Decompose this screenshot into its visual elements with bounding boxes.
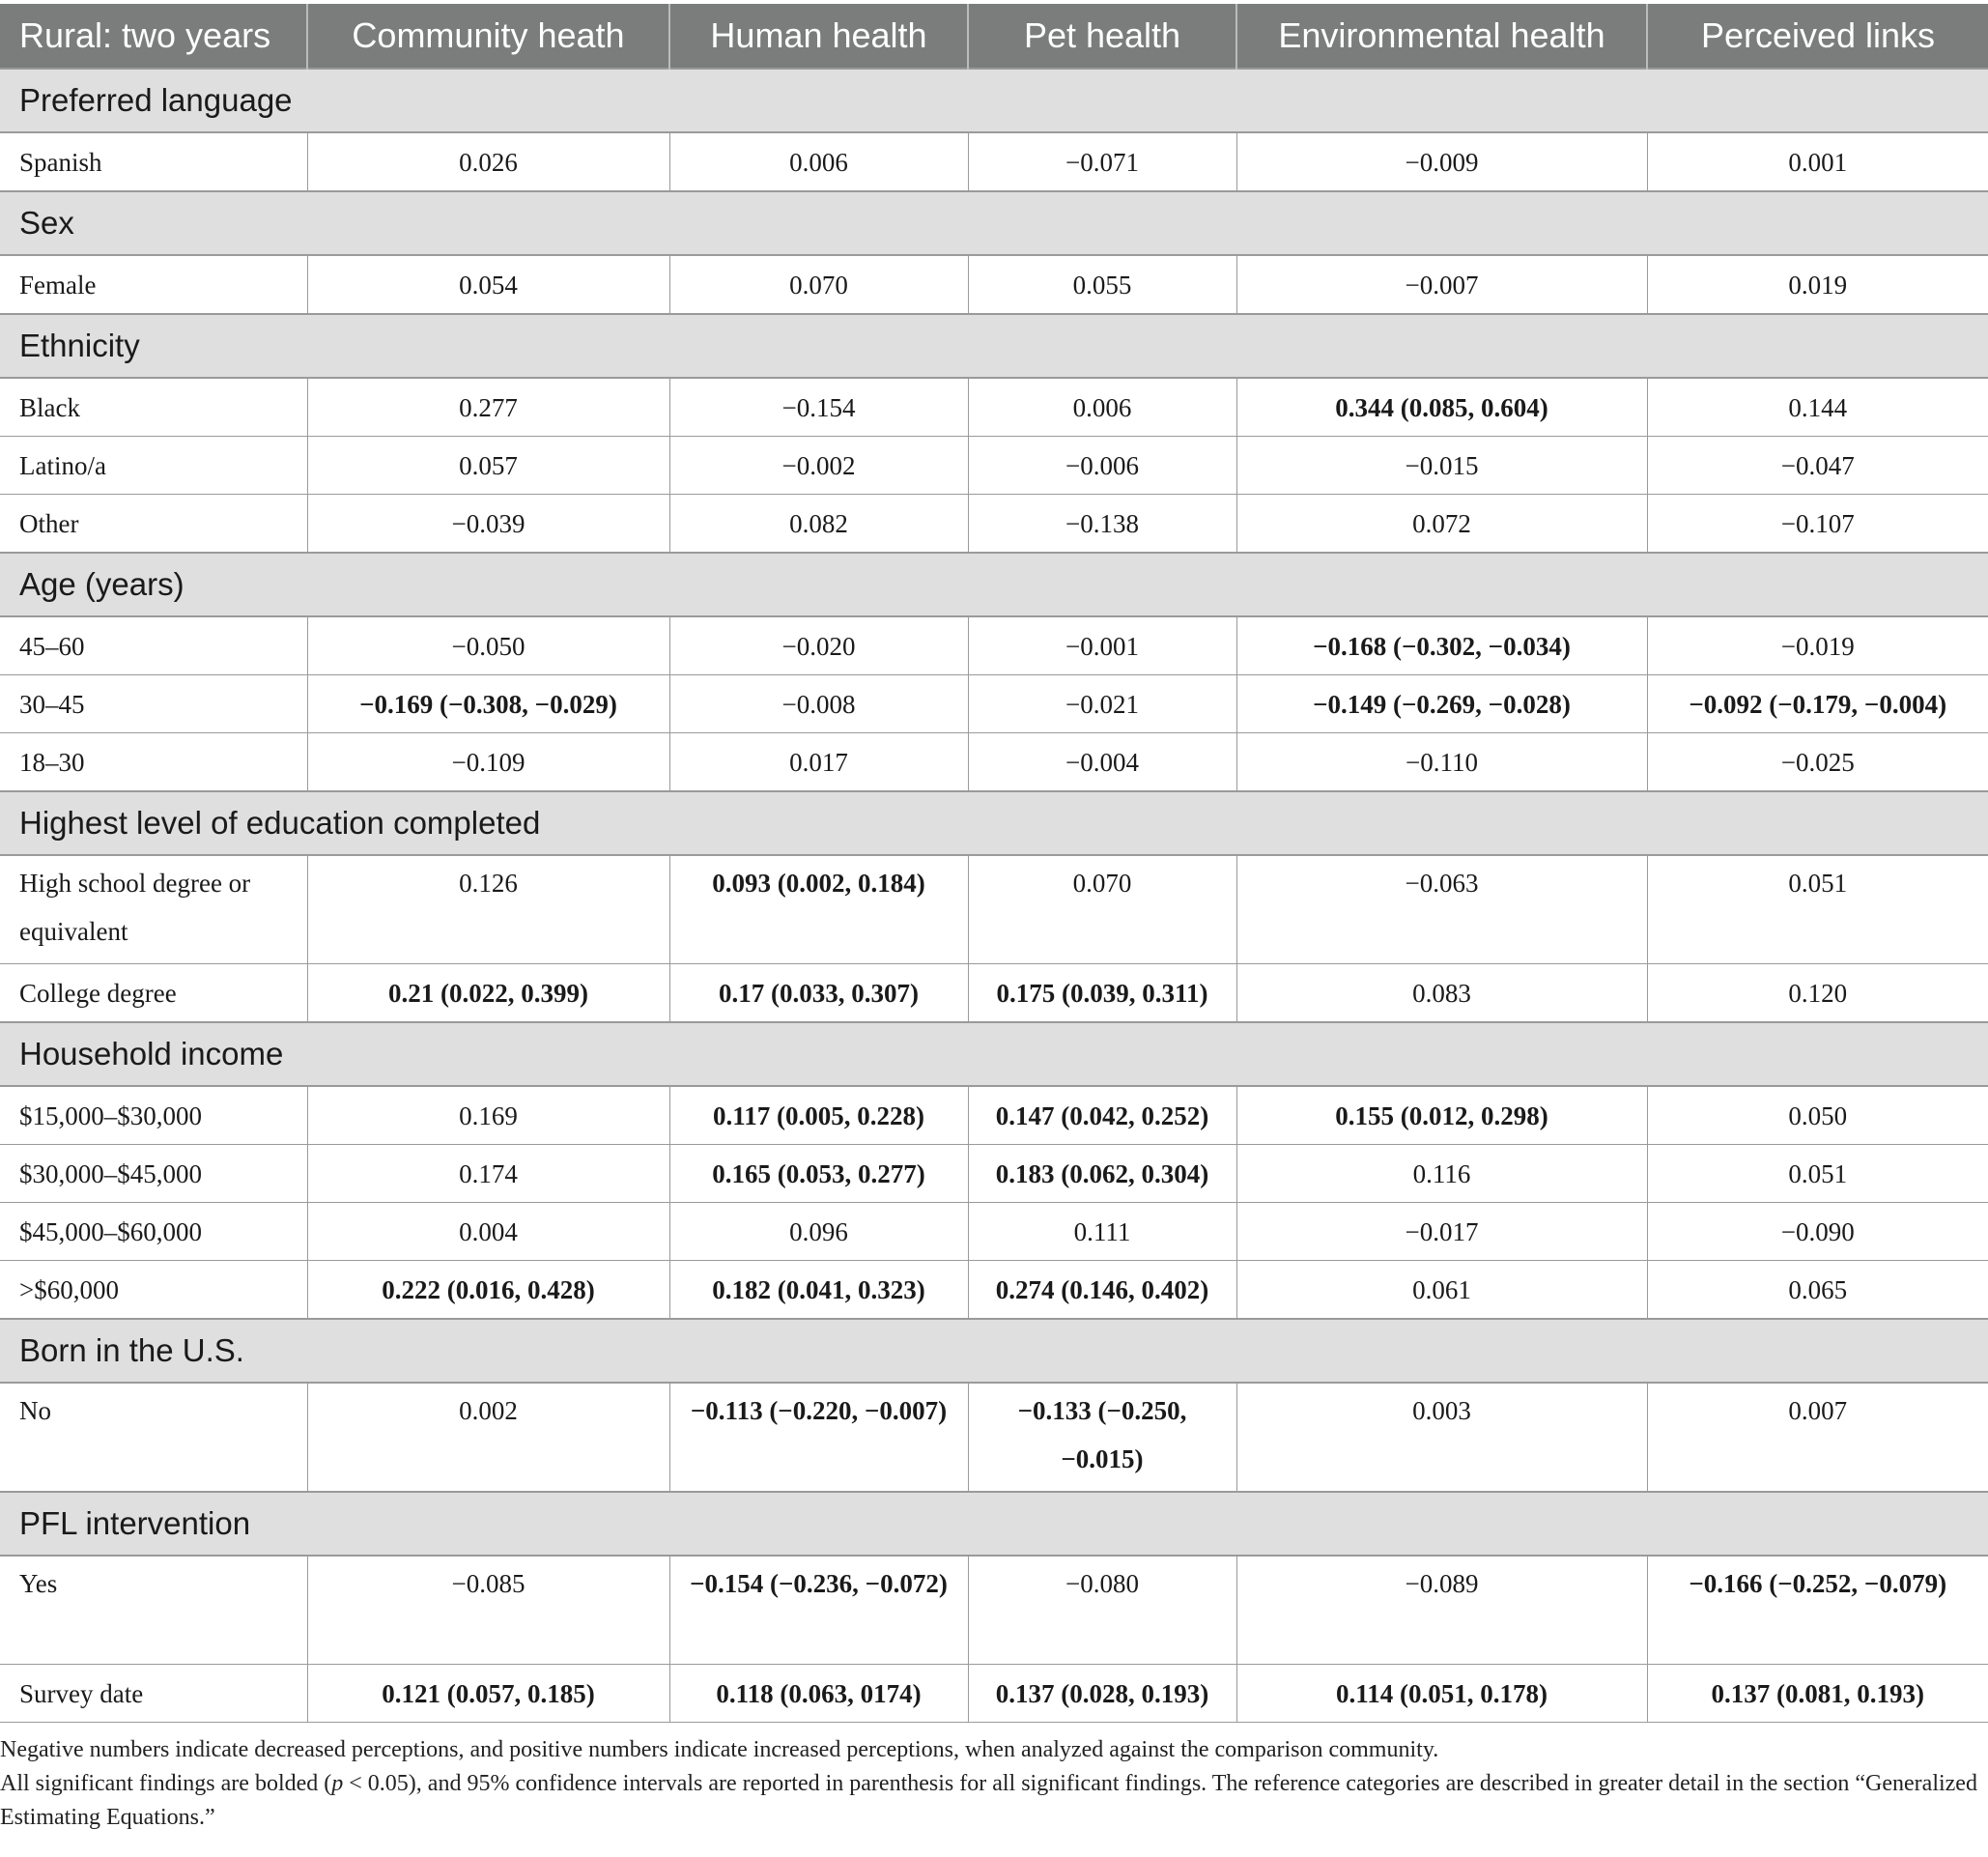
row-label: Black: [0, 378, 307, 437]
header-rural-two-years: Rural: two years: [0, 4, 307, 69]
row-label: College degree: [0, 964, 307, 1023]
table-row: [0, 855, 1988, 964]
section-title: Household income: [0, 1022, 1988, 1086]
row-label: High school degree or equivalent: [0, 855, 307, 964]
value-cell: 0.126: [307, 855, 669, 964]
section-title: Age (years): [0, 553, 1988, 616]
significant-value-cell: 0.165 (0.053, 0.277): [669, 1145, 968, 1203]
value-cell: 0.057: [307, 437, 669, 495]
header-perceived-links: Perceived links: [1647, 4, 1988, 69]
value-cell: −0.017: [1236, 1203, 1647, 1261]
table-header: [0, 4, 1988, 69]
significant-value-cell: 0.147 (0.042, 0.252): [968, 1086, 1236, 1145]
footnote-line-2-start: All significant findings are bolded (: [0, 1771, 332, 1796]
table-row: [0, 1145, 1988, 1203]
header-human-health: Human health: [669, 4, 968, 69]
table-row: [0, 1203, 1988, 1261]
value-cell: 0.003: [1236, 1383, 1647, 1492]
row-label: $45,000–$60,000: [0, 1203, 307, 1261]
value-cell: 0.002: [307, 1383, 669, 1492]
significant-value-cell: −0.149 (−0.269, −0.028): [1236, 675, 1647, 733]
value-cell: 0.019: [1647, 255, 1988, 314]
significant-value-cell: −0.133 (−0.250, −0.015): [968, 1383, 1236, 1492]
significant-value-cell: −0.154 (−0.236, −0.072): [669, 1556, 968, 1665]
significant-value-cell: 0.175 (0.039, 0.311): [968, 964, 1236, 1023]
value-cell: 0.051: [1647, 1145, 1988, 1203]
value-cell: −0.110: [1236, 733, 1647, 792]
table-row: [0, 378, 1988, 437]
table-row: [0, 616, 1988, 675]
section-title: Ethnicity: [0, 314, 1988, 378]
row-label: Latino/a: [0, 437, 307, 495]
value-cell: −0.109: [307, 733, 669, 792]
significant-value-cell: 0.21 (0.022, 0.399): [307, 964, 669, 1023]
value-cell: 0.007: [1647, 1383, 1988, 1492]
value-cell: −0.071: [968, 132, 1236, 191]
footnote-line-2: [0, 1767, 1980, 1835]
section-header-row: [0, 553, 1988, 616]
value-cell: 0.072: [1236, 495, 1647, 554]
value-cell: 0.116: [1236, 1145, 1647, 1203]
value-cell: −0.015: [1236, 437, 1647, 495]
significant-value-cell: −0.169 (−0.308, −0.029): [307, 675, 669, 733]
value-cell: 0.174: [307, 1145, 669, 1203]
table-footnotes: [0, 1733, 1980, 1835]
header-community-health: Community heath: [307, 4, 669, 69]
significant-value-cell: 0.137 (0.081, 0.193): [1647, 1665, 1988, 1723]
header-row: [0, 4, 1988, 69]
value-cell: −0.107: [1647, 495, 1988, 554]
value-cell: −0.090: [1647, 1203, 1988, 1261]
significant-value-cell: −0.113 (−0.220, −0.007): [669, 1383, 968, 1492]
value-cell: 0.096: [669, 1203, 968, 1261]
value-cell: 0.144: [1647, 378, 1988, 437]
value-cell: −0.154: [669, 378, 968, 437]
results-table-container: [0, 4, 1988, 1723]
row-label: Other: [0, 495, 307, 554]
section-header-row: [0, 1492, 1988, 1556]
table-body: [0, 69, 1988, 1723]
table-row: [0, 964, 1988, 1023]
value-cell: 0.050: [1647, 1086, 1988, 1145]
value-cell: 0.051: [1647, 855, 1988, 964]
value-cell: 0.026: [307, 132, 669, 191]
row-label: Survey date: [0, 1665, 307, 1723]
section-title: Born in the U.S.: [0, 1319, 1988, 1383]
header-environmental-health: Environmental health: [1236, 4, 1647, 69]
value-cell: 0.061: [1236, 1261, 1647, 1320]
significant-value-cell: −0.168 (−0.302, −0.034): [1236, 616, 1647, 675]
significant-value-cell: 0.222 (0.016, 0.428): [307, 1261, 669, 1320]
value-cell: 0.120: [1647, 964, 1988, 1023]
value-cell: −0.004: [968, 733, 1236, 792]
value-cell: 0.169: [307, 1086, 669, 1145]
significant-value-cell: 0.344 (0.085, 0.604): [1236, 378, 1647, 437]
row-label: Yes: [0, 1556, 307, 1665]
row-label: No: [0, 1383, 307, 1492]
row-label: Female: [0, 255, 307, 314]
section-header-row: [0, 191, 1988, 255]
value-cell: 0.065: [1647, 1261, 1988, 1320]
section-header-row: [0, 1022, 1988, 1086]
value-cell: −0.080: [968, 1556, 1236, 1665]
value-cell: 0.111: [968, 1203, 1236, 1261]
value-cell: 0.001: [1647, 132, 1988, 191]
significant-value-cell: 0.182 (0.041, 0.323): [669, 1261, 968, 1320]
value-cell: −0.007: [1236, 255, 1647, 314]
section-title: Sex: [0, 191, 1988, 255]
value-cell: 0.004: [307, 1203, 669, 1261]
value-cell: 0.277: [307, 378, 669, 437]
value-cell: 0.070: [968, 855, 1236, 964]
table-row: [0, 733, 1988, 792]
value-cell: 0.006: [968, 378, 1236, 437]
row-label: 45–60: [0, 616, 307, 675]
significant-value-cell: 0.121 (0.057, 0.185): [307, 1665, 669, 1723]
value-cell: 0.070: [669, 255, 968, 314]
value-cell: 0.054: [307, 255, 669, 314]
table-row: [0, 1665, 1988, 1723]
significant-value-cell: 0.155 (0.012, 0.298): [1236, 1086, 1647, 1145]
significant-value-cell: 0.117 (0.005, 0.228): [669, 1086, 968, 1145]
row-label: >$60,000: [0, 1261, 307, 1320]
table-row: [0, 1383, 1988, 1492]
header-pet-health: Pet health: [968, 4, 1236, 69]
section-title: Highest level of education completed: [0, 791, 1988, 855]
significant-value-cell: 0.118 (0.063, 0174): [669, 1665, 968, 1723]
section-header-row: [0, 314, 1988, 378]
value-cell: −0.001: [968, 616, 1236, 675]
value-cell: −0.020: [669, 616, 968, 675]
table-row: [0, 1556, 1988, 1665]
value-cell: −0.047: [1647, 437, 1988, 495]
table-row: [0, 1086, 1988, 1145]
row-label: $30,000–$45,000: [0, 1145, 307, 1203]
significant-value-cell: 0.183 (0.062, 0.304): [968, 1145, 1236, 1203]
results-table: [0, 4, 1988, 1723]
significant-value-cell: 0.17 (0.033, 0.307): [669, 964, 968, 1023]
value-cell: 0.055: [968, 255, 1236, 314]
section-header-row: [0, 69, 1988, 132]
significant-value-cell: −0.092 (−0.179, −0.004): [1647, 675, 1988, 733]
value-cell: 0.006: [669, 132, 968, 191]
row-label: $15,000–$30,000: [0, 1086, 307, 1145]
value-cell: −0.006: [968, 437, 1236, 495]
value-cell: 0.082: [669, 495, 968, 554]
significant-value-cell: 0.274 (0.146, 0.402): [968, 1261, 1236, 1320]
value-cell: −0.009: [1236, 132, 1647, 191]
row-label: 30–45: [0, 675, 307, 733]
value-cell: −0.019: [1647, 616, 1988, 675]
value-cell: −0.039: [307, 495, 669, 554]
significant-value-cell: 0.093 (0.002, 0.184): [669, 855, 968, 964]
value-cell: −0.002: [669, 437, 968, 495]
table-row: [0, 1261, 1988, 1320]
footnote-line-2-end: < 0.05), and 95% confidence intervals are reported in parenthesis for all significant findings. The reference categories are described in greater detail in the section “Generalized Estimating Equations.”: [0, 1771, 1977, 1830]
section-title: PFL intervention: [0, 1492, 1988, 1556]
table-row: [0, 437, 1988, 495]
section-title: Preferred language: [0, 69, 1988, 132]
footnote-p-symbol: p: [331, 1771, 344, 1796]
footnote-line-1: Negative numbers indicate decreased perceptions, and positive numbers indicate increased perceptions, when analyzed against the comparison community.: [0, 1737, 1439, 1762]
value-cell: −0.008: [669, 675, 968, 733]
value-cell: −0.021: [968, 675, 1236, 733]
section-header-row: [0, 791, 1988, 855]
value-cell: −0.085: [307, 1556, 669, 1665]
table-row: [0, 132, 1988, 191]
significant-value-cell: 0.137 (0.028, 0.193): [968, 1665, 1236, 1723]
significant-value-cell: 0.114 (0.051, 0.178): [1236, 1665, 1647, 1723]
value-cell: 0.017: [669, 733, 968, 792]
value-cell: −0.138: [968, 495, 1236, 554]
value-cell: −0.089: [1236, 1556, 1647, 1665]
table-row: [0, 495, 1988, 554]
value-cell: −0.050: [307, 616, 669, 675]
value-cell: 0.083: [1236, 964, 1647, 1023]
value-cell: −0.025: [1647, 733, 1988, 792]
section-header-row: [0, 1319, 1988, 1383]
table-row: [0, 675, 1988, 733]
significant-value-cell: −0.166 (−0.252, −0.079): [1647, 1556, 1988, 1665]
row-label: 18–30: [0, 733, 307, 792]
table-row: [0, 255, 1988, 314]
row-label: Spanish: [0, 132, 307, 191]
value-cell: −0.063: [1236, 855, 1647, 964]
